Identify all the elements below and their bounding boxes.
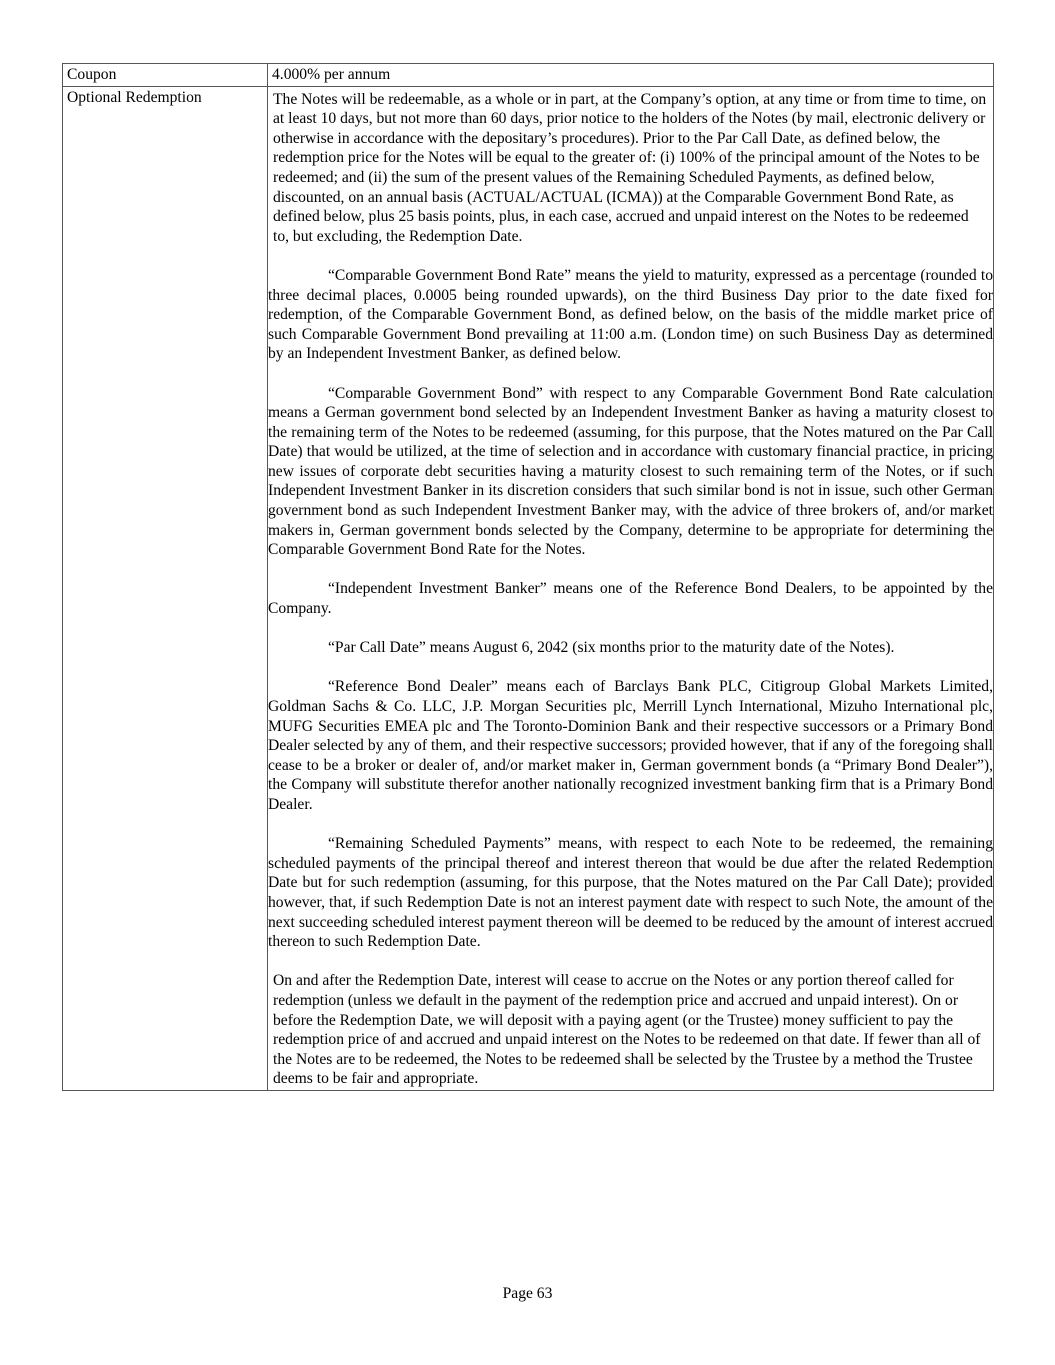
page-number: Page 63 — [502, 1285, 553, 1302]
table-row-optional-redemption — [63, 86, 994, 1090]
coupon-label: Coupon — [63, 64, 268, 87]
optional-redemption-terms — [268, 86, 994, 1090]
coupon-value: 4.000% per annum — [268, 64, 994, 87]
redemption-overview-paragraph: The Notes will be redeemable, as a whole or in part, at the Company’s option, at any time or from time to time, on at least 10 days, but not more than 60 days, prior notice to the holders of the Notes (by mail, electronic delivery or otherwise in accordance with the depositary’s procedures). Prior to the Par Call Date, as defined below, the redemption price for the Notes will be equal to the greater of: (i) 100% of the principal amount of the Notes to be redeemed; and (ii) the sum of the present values of the Remaining Scheduled Payments, as defined below, discounted, on an annual basis (ACTUAL/ACTUAL (ICMA)) at the Comparable Government Bond Rate, as defined below, plus 25 basis points, plus, in each case, accrued and unpaid interest on the Notes to be redeemed to, but excluding, the Redemption Date. — [273, 90, 987, 245]
remaining-scheduled-payments-definition: “Remaining Scheduled Payments” means, with respect to each Note to be redeemed, the remaining scheduled payments of the principal thereof and interest thereon that would be due after the related Redemption Date but for such redemption (assuming, for this purpose, that the Notes matured on the Par Call Date); provided however, that, if such Redemption Date is not an interest payment date with respect to such Note, the amount of the next succeeding scheduled interest payment thereon will be deemed to be reduced by the amount of interest accrued thereon to such Redemption Date. — [268, 835, 993, 951]
comparable-government-bond-definition: “Comparable Government Bond” with respect to any Comparable Government Bond Rate calculation means a German government bond selected by an Independent Investment Banker as having a maturity closest to the remaining term of the Notes to be redeemed (assuming, for this purpose, that the Notes matured on the Par Call Date) that would be utilized, at the time of selection and in accordance with customary financial practice, in pricing new issues of corporate debt securities having a maturity closest to such remaining term of the Notes, or if such Independent Investment Banker in its discretion considers that such similar bond is not in issue, such other German government bond as such Independent Investment Banker may, with the advice of three brokers of, and/or market makers in, German government bonds selected by the Company, determine to be appropriate for determining the Comparable Government Bond Rate for the Notes. — [268, 384, 993, 559]
terms-table — [62, 63, 994, 1091]
table-row-coupon — [63, 64, 994, 87]
comparable-government-bond-rate-definition: “Comparable Government Bond Rate” means the yield to maturity, expressed as a percentage (rounded to three decimal places, 0.0005 being rounded upwards), on the third Business Day prior to the date fixed for redemption, of the Comparable Government Bond, as defined below, on the basis of the middle market price of such Comparable Government Bond prevailing at 11:00 a.m. (London time) on such Business Day as determined by an Independent Investment Banker, as defined below. — [268, 266, 993, 363]
interest-cessation-paragraph: On and after the Redemption Date, interest will cease to accrue on the Notes or any portion thereof called for redemption (unless we default in the payment of the redemption price and accrued and unpaid interest). On or before the Redemption Date, we will deposit with a paying agent (or the Trustee) money sufficient to pay the redemption price of and accrued and unpaid interest on the Notes to be redeemed on that date. If fewer than all of the Notes are to be redeemed, the Notes to be redeemed shall be selected by the Trustee by a method the Trustee deems to be fair and appropriate. — [273, 972, 981, 1088]
independent-investment-banker-definition: “Independent Investment Banker” means one of the Reference Bond Dealers, to be appointed by the Company. — [268, 580, 993, 618]
par-call-date-definition: “Par Call Date” means August 6, 2042 (six months prior to the maturity date of the Notes). — [328, 639, 895, 657]
reference-bond-dealer-definition: “Reference Bond Dealer” means each of Barclays Bank PLC, Citigroup Global Markets Limited, Goldman Sachs & Co. LLC, J.P. Morgan Securities plc, Merrill Lynch International, Mizuho International plc, MUFG Securities EMEA plc and The Toronto-Dominion Bank and their respective successors or a Primary Bond Dealer selected by any of them, and their respective successors; provided however, that if any of the foregoing shall cease to be a broker or dealer of, and/or market maker in, German government bonds (a “Primary Bond Dealer”), the Company will substitute therefor another nationally recognized investment banking firm that is a Primary Bond Dealer. — [268, 678, 993, 813]
optional-redemption-label: Optional Redemption — [63, 86, 268, 1090]
